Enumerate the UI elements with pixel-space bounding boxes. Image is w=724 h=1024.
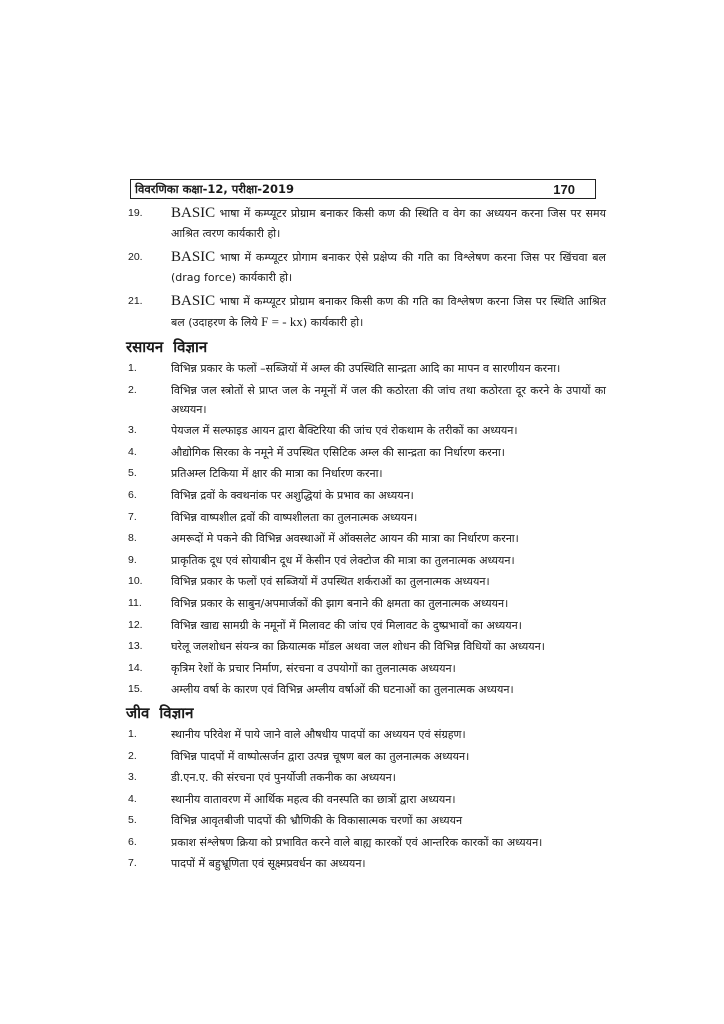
list-item: [128, 247, 606, 288]
list-item: [128, 790, 606, 809]
item-text: औद्योगिक सिरका के नमूने में उपस्थित एसिटिक अम्ल की सान्द्रता का निर्धारण करना।: [171, 445, 505, 459]
biology-list: [128, 725, 606, 874]
item-number: 1.: [128, 362, 137, 374]
item-text: विभिन्न खाद्य सामग्री के नमूनों में मिलावट की जांच एवं मिलावट के दुष्प्रभावों का अध्ययन।: [171, 618, 522, 632]
list-item: [128, 421, 606, 440]
header-title: विवरणिका कक्षा-12, परीक्षा-2019: [135, 181, 294, 196]
item-text: विभिन्न द्रवों के क्वथनांक पर अशुद्धियां के प्रभाव का अध्ययन।: [171, 488, 414, 502]
item-text: स्थानीय वातावरण में आर्थिक महत्व की वनस्पति का छात्रों द्वारा अध्ययन।: [171, 792, 456, 806]
item-text: [171, 203, 606, 244]
item-text: स्थानीय परिवेश में पाये जाने वाले औषधीय पादपों का अध्ययन एवं संग्रहण।: [171, 727, 466, 741]
item-number: 2.: [128, 383, 137, 396]
list-item: [128, 291, 606, 333]
list-item: [128, 768, 606, 787]
basic-keyword: BASIC: [171, 205, 216, 221]
chemistry-list: [128, 359, 606, 699]
item-body-end: ) कार्यकारी हो।: [302, 316, 364, 329]
list-item: [128, 680, 606, 699]
item-number: 4.: [128, 792, 137, 805]
item-text: विभिन्न प्रकार के फलों –सब्जियों में अम्ल की उपस्थिति सान्द्रता आदि का मापन व सारणीयन करना।: [171, 362, 561, 375]
section-heading-chemistry: [126, 336, 606, 358]
list-item: [128, 551, 606, 570]
item-number: 19.: [128, 207, 143, 219]
item-text: विभिन्न प्रकार के साबुन/अपमार्जकों की झाग बनाने की क्षमता का तुलनात्मक अध्ययन।: [171, 596, 509, 610]
item-number: 8.: [128, 532, 137, 545]
list-item: [128, 659, 606, 678]
item-number: 2.: [128, 749, 137, 762]
list-item: [128, 833, 606, 852]
list-item: [128, 637, 606, 656]
item-text: विभिन्न वाष्पशील द्रवों की वाष्पशीलता का तुलनात्मक अध्ययन।: [171, 510, 418, 524]
page-number: 170: [553, 181, 575, 197]
heading-word: जीव: [126, 703, 150, 722]
item-text: अमरूदों मे पकने की विभिन्न अवस्थाओं में ऑक्सलेट आयन की मात्रा का निर्धारण करना।: [171, 532, 519, 546]
formula: F = - kx: [261, 314, 303, 329]
item-number: 12.: [128, 618, 143, 631]
page-content: [128, 203, 606, 876]
item-text: [171, 247, 606, 288]
item-number: 5.: [128, 467, 137, 480]
item-number: 13.: [128, 640, 143, 653]
item-text: अम्लीय वर्षा के कारण एवं विभिन्न अम्लीय वर्षाओं की घटनाओं का तुलनात्मक अध्ययन।: [171, 683, 514, 697]
heading-word: विज्ञान: [159, 703, 194, 722]
item-number: 6.: [128, 835, 137, 848]
item-text: कृत्रिम रेशों के प्रचार निर्माण, संरचना व उपयोगों का तुलनात्मक अध्ययन।: [171, 661, 456, 675]
list-item: [128, 359, 606, 378]
item-number: 3.: [128, 771, 137, 784]
list-item: [128, 381, 606, 419]
list-item: [128, 725, 606, 744]
item-text: विभिन्न जल स्त्रोतों से प्राप्त जल के नमूनों में जल की कठोरता की जांच तथा कठोरता दूर करने के उपायों का अध्ययन।: [171, 383, 606, 416]
list-item: [128, 811, 606, 830]
item-text: घरेलू जलशोधन संयन्त्र का क्रियात्मक मॉडल अथवा जल शोधन की विभिन्न विधियों का अध्ययन।: [171, 640, 545, 654]
item-number: 7.: [128, 510, 137, 523]
list-item: [128, 486, 606, 505]
item-text: प्राकृतिक दूध एवं सोयाबीन दूध में केसीन एवं लेक्टोज की मात्रा का तुलनात्मक अध्ययन।: [171, 553, 515, 567]
item-text: विभिन्न प्रकार के फलों एवं सब्जियों में उपस्थित शर्कराओं का तुलनात्मक अध्ययन।: [171, 575, 490, 589]
item-body: भाषा में कम्प्यूटर प्रोगाम बनाकर ऐसे प्रक्षेप्य की गति का विश्लेषण करना जिस पर खिंचवा बल (drag force) कार्यकारी हो।: [171, 251, 606, 284]
section-heading-biology: [126, 702, 606, 724]
item-number: 3.: [128, 424, 137, 437]
item-number: 14.: [128, 661, 143, 674]
item-number: 15.: [128, 683, 143, 696]
item-number: 7.: [128, 857, 137, 870]
heading-word: विज्ञान: [173, 338, 208, 356]
list-item: [128, 529, 606, 548]
item-number: 9.: [128, 553, 137, 566]
list-item: [128, 203, 606, 244]
basic-keyword: BASIC: [171, 293, 216, 309]
list-item: [128, 616, 606, 635]
item-number: 5.: [128, 814, 137, 827]
item-number: 11.: [128, 596, 142, 609]
item-text: पेयजल में सल्फाइड आयन द्वारा बैक्टिरिया की जांच एवं रोकथाम के तरीकों का अध्ययन।: [171, 424, 518, 438]
item-text: विभिन्न आवृतबीजी पादपों की भ्रौणिकी के विकासात्मक चरणों का अध्ययन: [171, 814, 463, 828]
item-number: 1.: [128, 727, 137, 740]
item-text: प्रकाश संश्लेषण क्रिया को प्रभावित करने वाले बाह्य कारकों एवं आन्तरिक कारकों का अध्ययन।: [171, 835, 543, 849]
item-number: 6.: [128, 488, 137, 501]
item-text: पादपों में बहुभ्रूणिता एवं सूक्ष्मप्रवर्धन का अध्ययन।: [171, 857, 366, 871]
list-item: [128, 464, 606, 483]
item-number: 10.: [128, 575, 143, 588]
list-item: [128, 747, 606, 766]
list-item: [128, 854, 606, 873]
page-header: [130, 179, 596, 199]
list-item: [128, 443, 606, 462]
list-item: [128, 508, 606, 527]
item-text: [171, 291, 606, 333]
item-number: 20.: [128, 251, 143, 263]
list-item: [128, 572, 606, 591]
item-body: भाषा में कम्प्यूटर प्रोग्राम बनाकर किसी कण की गति का विश्लेषण करना जिस पर स्थिति आश्रित बल (उदाहरण के लिये: [171, 295, 606, 329]
item-body: भाषा में कम्प्यूटर प्रोग्राम बनाकर किसी कण की स्थिति व वेग का अध्ययन करना जिस पर समय आश्रित त्वरण कार्यकारी हो।: [171, 207, 606, 240]
heading-word: रसायन: [126, 338, 164, 356]
item-number: 21.: [128, 295, 143, 307]
basic-keyword: BASIC: [171, 249, 216, 265]
list-item: [128, 594, 606, 613]
item-text: विभिन्न पादपों में वाष्पोत्सर्जन द्वारा उत्पन्न चूषण बल का तुलनात्मक अध्ययन।: [171, 749, 470, 763]
item-text: प्रतिअम्ल टिकिया में क्षार की मात्रा का निर्धारण करना।: [171, 467, 383, 481]
item-text: डी.एन.ए. की संरचना एवं पुनर्योजी तकनीक का अध्ययन।: [171, 771, 396, 785]
item-number: 4.: [128, 445, 137, 458]
